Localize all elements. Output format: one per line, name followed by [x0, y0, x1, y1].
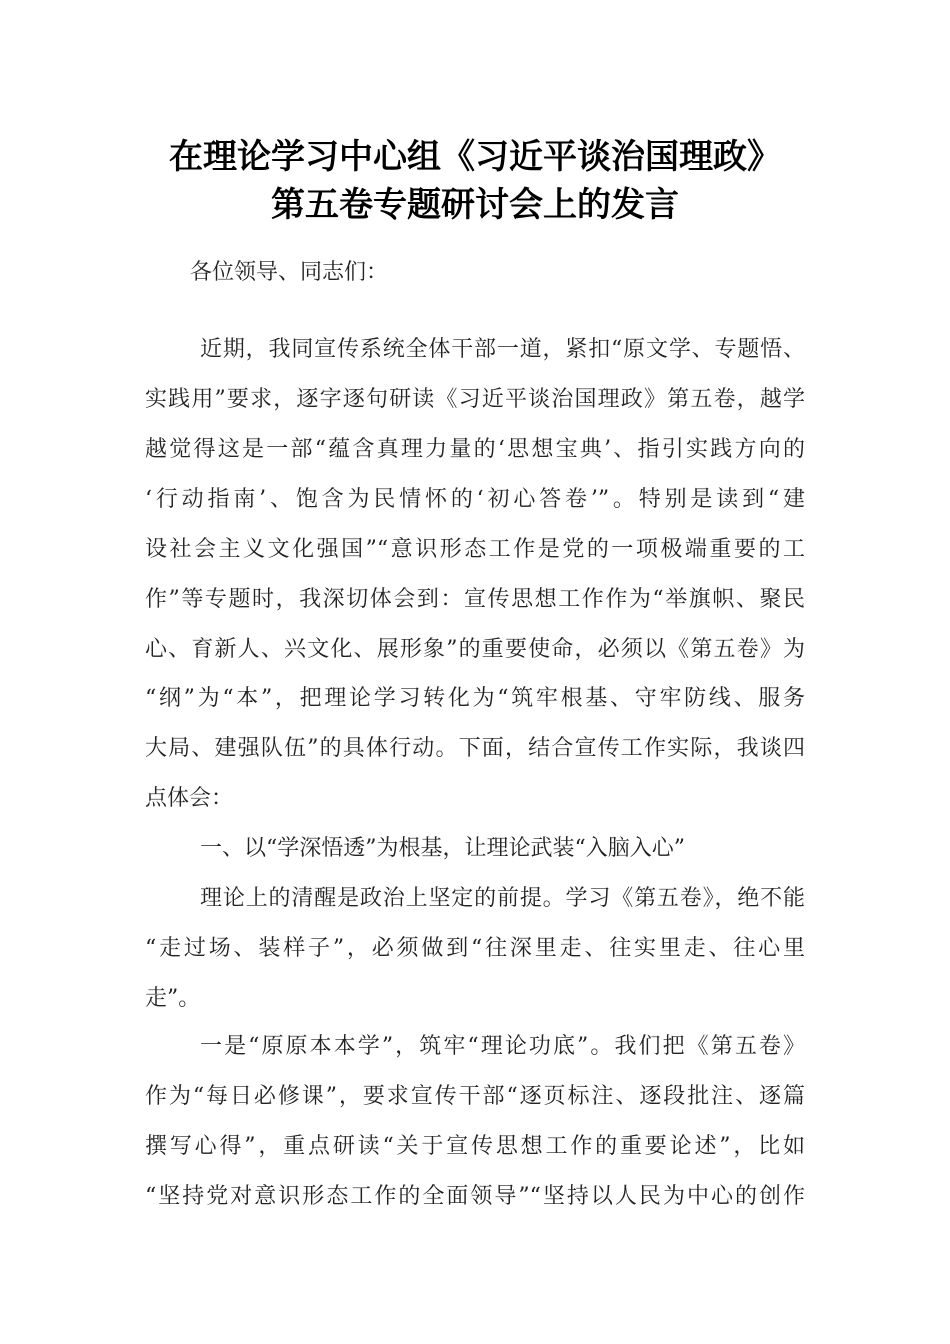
- text-line: “纲”为“本”，把理论学习转化为“筑牢根基、守牢防线、服务: [145, 686, 805, 711]
- text-line: 撰写心得”，重点研读“关于宣传思想工作的重要论述”，比如: [145, 1134, 805, 1159]
- text-line: 越觉得这是一部“蕴含真理力量的‘思想宝典’、指引实践方向的: [145, 437, 805, 462]
- text-line: “坚持党对意识形态工作的全面领导”“坚持以人民为中心的创作: [145, 1184, 805, 1209]
- text-line: 作为“每日必修课”，要求宣传干部“逐页标注、逐段批注、逐篇: [145, 1084, 805, 1109]
- text-line: 点体会：: [145, 786, 234, 811]
- text-line: 大局、建强队伍”的具体行动。下面，结合宣传工作实际，我谈四: [145, 736, 805, 761]
- title-line-1: 在理论学习中心组《习近平谈治国理政》: [169, 137, 781, 177]
- text-line: 一是“原原本本学”，筑牢“理论功底”。我们把《第五卷》: [200, 1034, 805, 1059]
- text-line: “走过场、装样子”，必须做到“往深里走、往实里走、往心里: [145, 936, 805, 961]
- text-line: 作”等专题时，我深切体会到：宣传思想工作作为“举旗帜、聚民: [145, 587, 805, 612]
- text-line: ‘行动指南’、饱含为民情怀的‘初心答卷’”。特别是读到“建: [145, 487, 805, 512]
- title-line-2: 第五卷专题研讨会上的发言: [271, 185, 679, 225]
- salutation: 各位领导、同志们：: [190, 260, 389, 285]
- text-line: 心、育新人、兴文化、展形象”的重要使命，必须以《第五卷》为: [145, 637, 805, 662]
- text-line: 实践用”要求，逐字逐句研读《习近平谈治国理政》第五卷，越学: [145, 387, 805, 412]
- section-heading-1: 一、以“学深悟透”为根基，让理论武装“入脑入心”: [200, 836, 685, 861]
- text-line: 理论上的清醒是政治上坚定的前提。学习《第五卷》，绝不能: [200, 886, 805, 911]
- text-line: 近期，我同宣传系统全体干部一道，紧扣“原文学、专题悟、: [200, 337, 805, 362]
- text-line: 设社会主义文化强国”“意识形态工作是党的一项极端重要的工: [145, 537, 805, 562]
- text-line: 走”。: [145, 986, 201, 1011]
